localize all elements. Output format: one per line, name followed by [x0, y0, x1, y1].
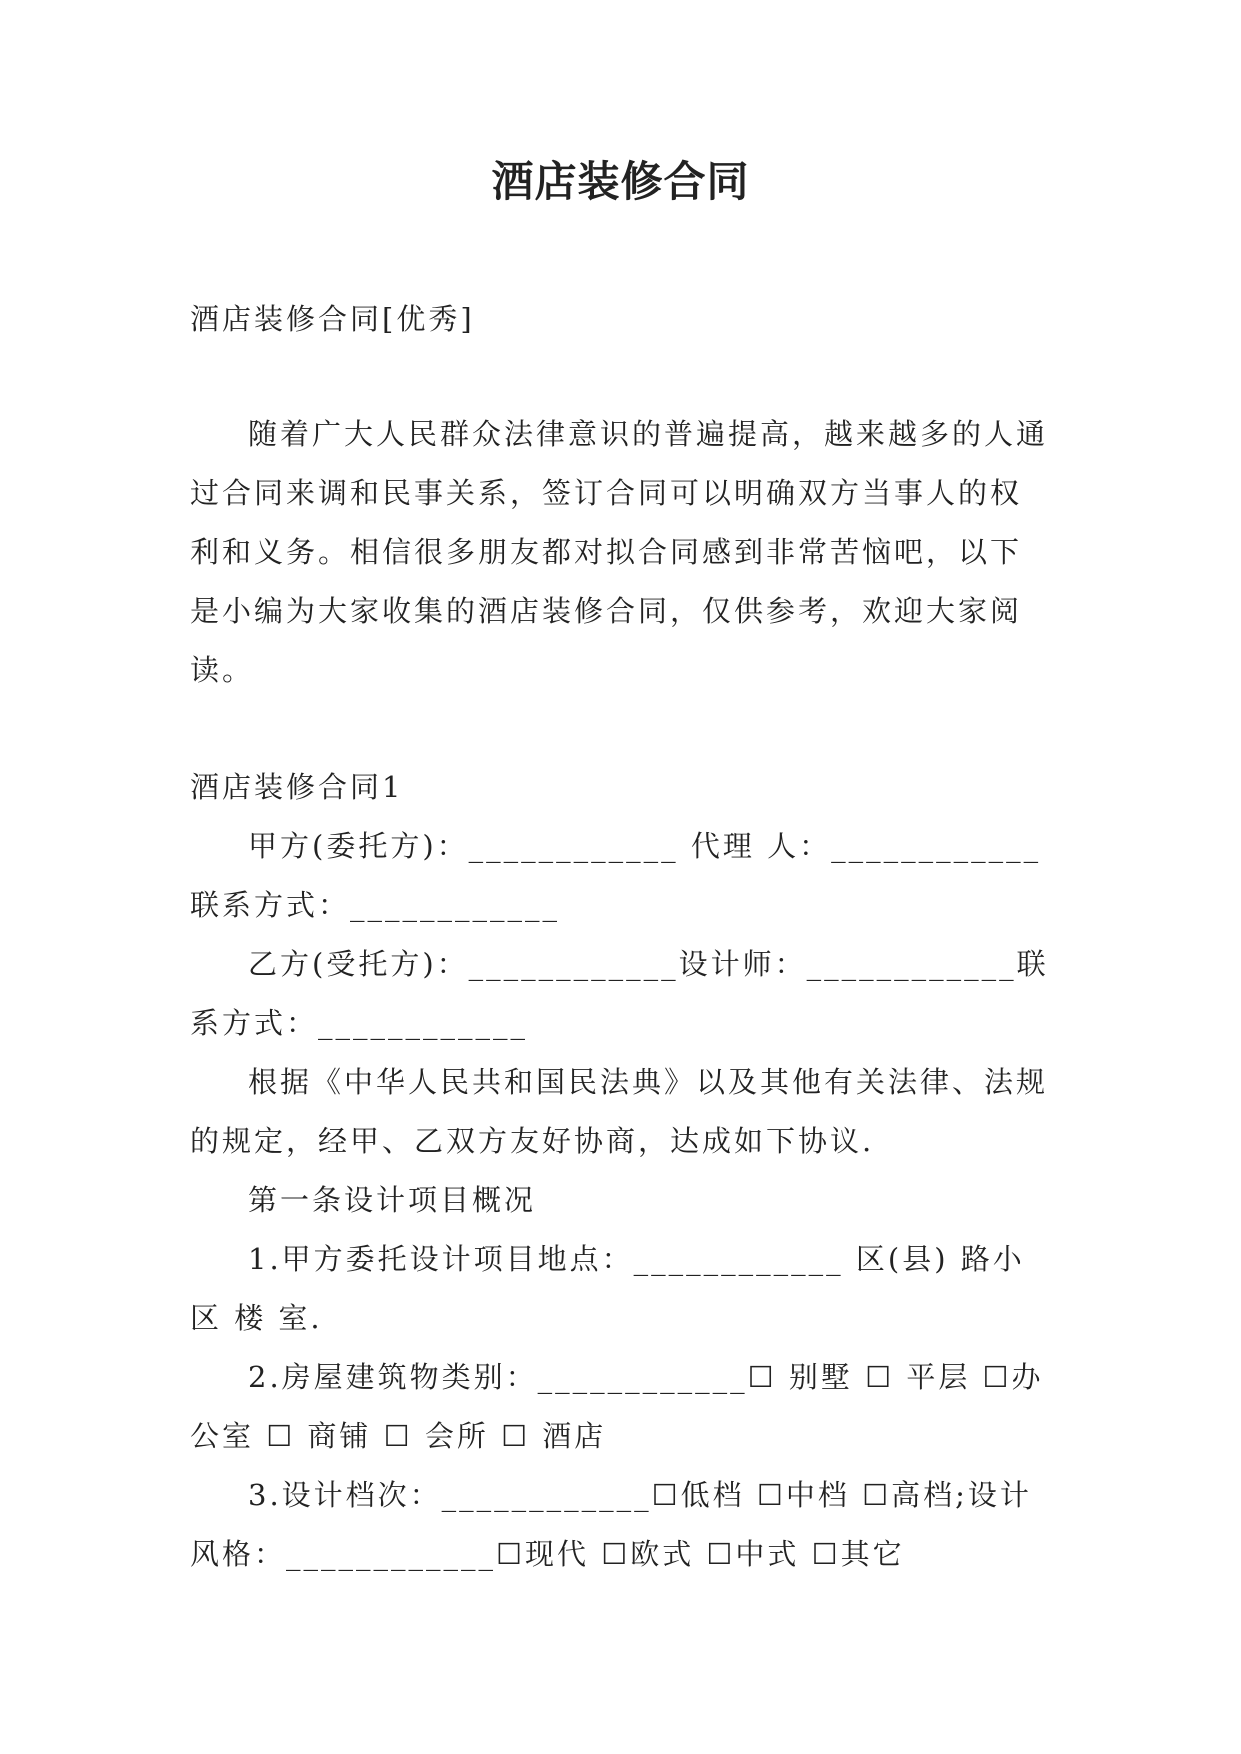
document-body [190, 290, 1052, 1584]
intro-paragraph: 随着广大人民群众法律意识的普遍提高，越来越多的人通过合同来调和民事关系，签订合同可以明确双方当事人的权利和义务。相信很多朋友都对拟合同感到非常苦恼吧，以下是小编为大家收集的酒店装修合同，仅供参考，欢迎大家阅读。 [190, 417, 1049, 687]
item-2-paragraph: 2.房屋建筑物类别：____________☐ 别墅 ☐ 平层 ☐办公室 ☐ 商铺 ☐ 会所 ☐ 酒店 [190, 1360, 1044, 1453]
item-3-paragraph: 3.设计档次：____________☐低档 ☐中档 ☐高档;设计风格：____________☐现代 ☐欧式 ☐中式 ☐其它 [190, 1478, 1032, 1571]
legal-basis-paragraph: 根据《中华人民共和国民法典》以及其他有关法律、法规的规定，经甲、乙双方友好协商，达成如下协议. [190, 1065, 1049, 1158]
section-heading: 酒店装修合同1 [190, 770, 404, 804]
document-title: 酒店装修合同 [491, 157, 750, 206]
party-b-paragraph: 乙方(受托方)：____________设计师：____________联系方式：____________ [190, 947, 1049, 1040]
party-a-paragraph: 甲方(委托方)：____________ 代理 人：____________联系方式：____________ [190, 829, 1042, 922]
document-subtitle: 酒店装修合同[优秀] [190, 302, 475, 336]
item-1-paragraph: 1.甲方委托设计项目地点：____________ 区(县) 路小区 楼 室. [190, 1242, 1025, 1335]
article-1-heading: 第一条设计项目概况 [248, 1183, 537, 1217]
